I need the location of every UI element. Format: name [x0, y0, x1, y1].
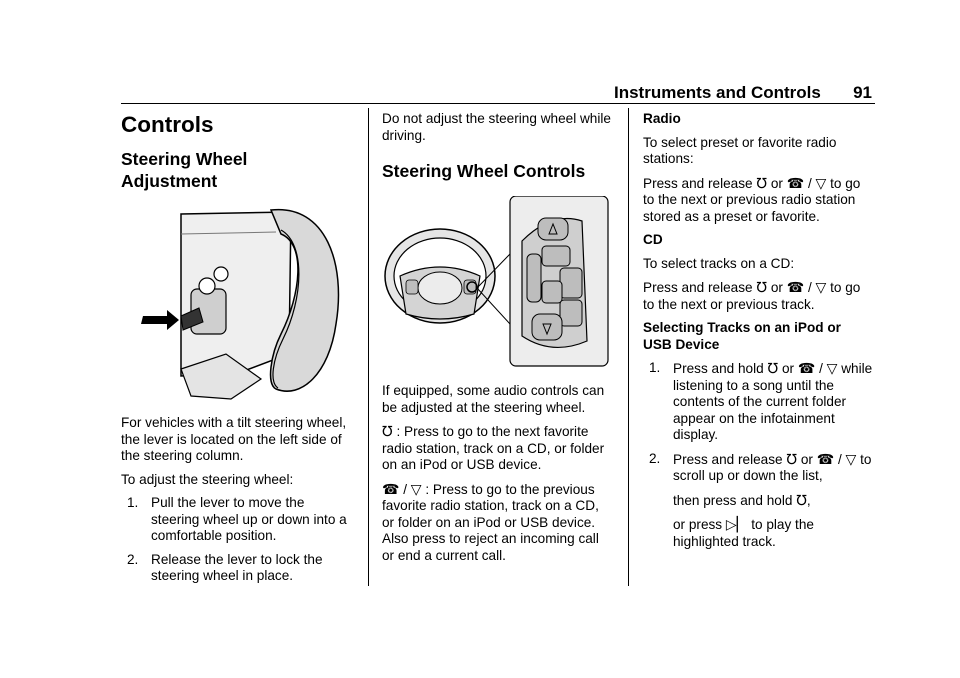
column-divider-1 — [368, 108, 369, 586]
step-item — [643, 451, 873, 551]
text-run: , — [806, 492, 811, 508]
step-continuation — [673, 492, 873, 510]
driving-caution: Do not adjust the steering wheel while driving. — [382, 111, 611, 143]
adjust-intro: To adjust the steering wheel: — [121, 471, 294, 487]
text-run: to — [830, 280, 842, 295]
text-run: or — [770, 280, 783, 295]
text-run: go to the next or previous radio station stored as a preset or favorite. — [643, 175, 861, 224]
page-number: 91 — [853, 83, 872, 102]
column-1 — [121, 104, 356, 592]
tilt-lever-description: For vehicles with a tilt steering wheel, the lever is located on the left side of the steering column. — [121, 415, 347, 463]
step-number: 2. — [649, 450, 661, 466]
phone-mute-icon: ☎ — [786, 279, 805, 295]
phone-mute-icon: ☎ — [382, 480, 400, 497]
text-run: / — [807, 280, 812, 295]
column-3 — [643, 111, 873, 557]
next-favorite-icon: ℧ — [756, 174, 768, 191]
text-run: to — [830, 175, 842, 191]
phone-mute-icon: ☎ — [786, 174, 805, 191]
section-heading-line1: Steering Wheel — [121, 149, 248, 169]
step-number: 1. — [649, 360, 661, 375]
next-favorite-icon: ℧ — [796, 491, 807, 508]
text-run: Press and release — [673, 451, 783, 467]
text-run: to play the highlighted track. — [673, 517, 814, 549]
previous-favorite-icon: ▽ — [815, 174, 827, 191]
text-run: / — [837, 451, 842, 467]
next-favorite-icon: ℧ — [756, 279, 768, 295]
ipod-usb-heading: Selecting Tracks on an iPod or USB Device — [643, 320, 841, 352]
phone-mute-icon: ☎ — [816, 450, 835, 467]
section-title: Instruments and Controls — [614, 83, 821, 102]
step-item — [121, 552, 356, 585]
text-run: or press — [673, 517, 723, 532]
steering-wheel-controls-illustration — [382, 196, 612, 371]
column-divider-2 — [628, 108, 629, 586]
text-run: Press and hold — [673, 361, 764, 376]
next-favorite-description — [382, 423, 614, 474]
seek-next-icon: ▷▏ — [725, 516, 748, 532]
section-heading-line2: Adjustment — [121, 171, 218, 191]
previous-favorite-icon: ▽ — [845, 450, 857, 467]
step-continuation — [673, 516, 873, 550]
previous-favorite-icon: ▽ — [826, 360, 838, 376]
next-favorite-text: : Press to go to the next favorite radio station, track on a CD, or folder on an iPod or USB device. — [382, 424, 605, 472]
text-run: or — [781, 361, 795, 376]
text-run: Press and release — [643, 280, 753, 295]
step-text: Release the lever to lock the steering wheel in place. — [151, 551, 323, 583]
phone-mute-icon: ☎ — [797, 360, 816, 376]
previous-favorite-text: : Press to go to the previous favorite radio station, track on a CD, or folder on an iPod or USB device. Also press to reject an incoming call or end a current call. — [382, 481, 599, 563]
step-number: 2. — [127, 551, 139, 567]
step-item — [121, 495, 356, 545]
cd-heading: CD — [643, 232, 663, 247]
column-2 — [382, 111, 614, 571]
step-text: Pull the lever to move the steering wheel up or down into a comfortable position. — [151, 495, 347, 543]
radio-heading: Radio — [643, 111, 681, 126]
text-run: while listening to a song until the contents of the current folder appear on the infotainment display. — [673, 361, 873, 442]
text-run: or — [770, 175, 783, 191]
controls-heading: Steering Wheel Controls — [382, 161, 586, 181]
text-run: then press and hold — [673, 492, 793, 508]
previous-favorite-icon: ▽ — [815, 279, 827, 295]
next-favorite-icon: ℧ — [382, 423, 393, 439]
next-favorite-icon: ℧ — [767, 360, 779, 376]
previous-favorite-icon: ▽ — [410, 480, 422, 497]
text-run: or — [800, 451, 813, 467]
step-item — [643, 360, 873, 444]
text-run: Press and release — [643, 175, 753, 191]
cd-instructions — [643, 279, 873, 313]
radio-intro: To select preset or favorite radio stations: — [643, 134, 837, 166]
step-number: 1. — [127, 495, 139, 510]
text-run: / — [807, 175, 812, 191]
radio-instructions — [643, 175, 873, 226]
text-run: to scroll up or down the list, — [673, 451, 872, 483]
page-title: Controls — [121, 112, 214, 137]
text-run: / — [819, 361, 823, 376]
cd-intro: To select tracks on a CD: — [643, 255, 795, 271]
audio-controls-intro: If equipped, some audio controls can be adjusted at the steering wheel. — [382, 383, 605, 415]
text-run: go to the next or previous track. — [643, 280, 861, 312]
steering-wheel-adjustment-illustration — [121, 204, 356, 409]
next-favorite-icon: ℧ — [786, 450, 798, 467]
previous-favorite-description: ☎ / ▽ : Press to go to the previous favorite radio station, track on a CD, or folder on an iPod or USB device. Also press to reject an incoming call or end a current call. — [382, 480, 599, 563]
page-header — [614, 81, 874, 105]
